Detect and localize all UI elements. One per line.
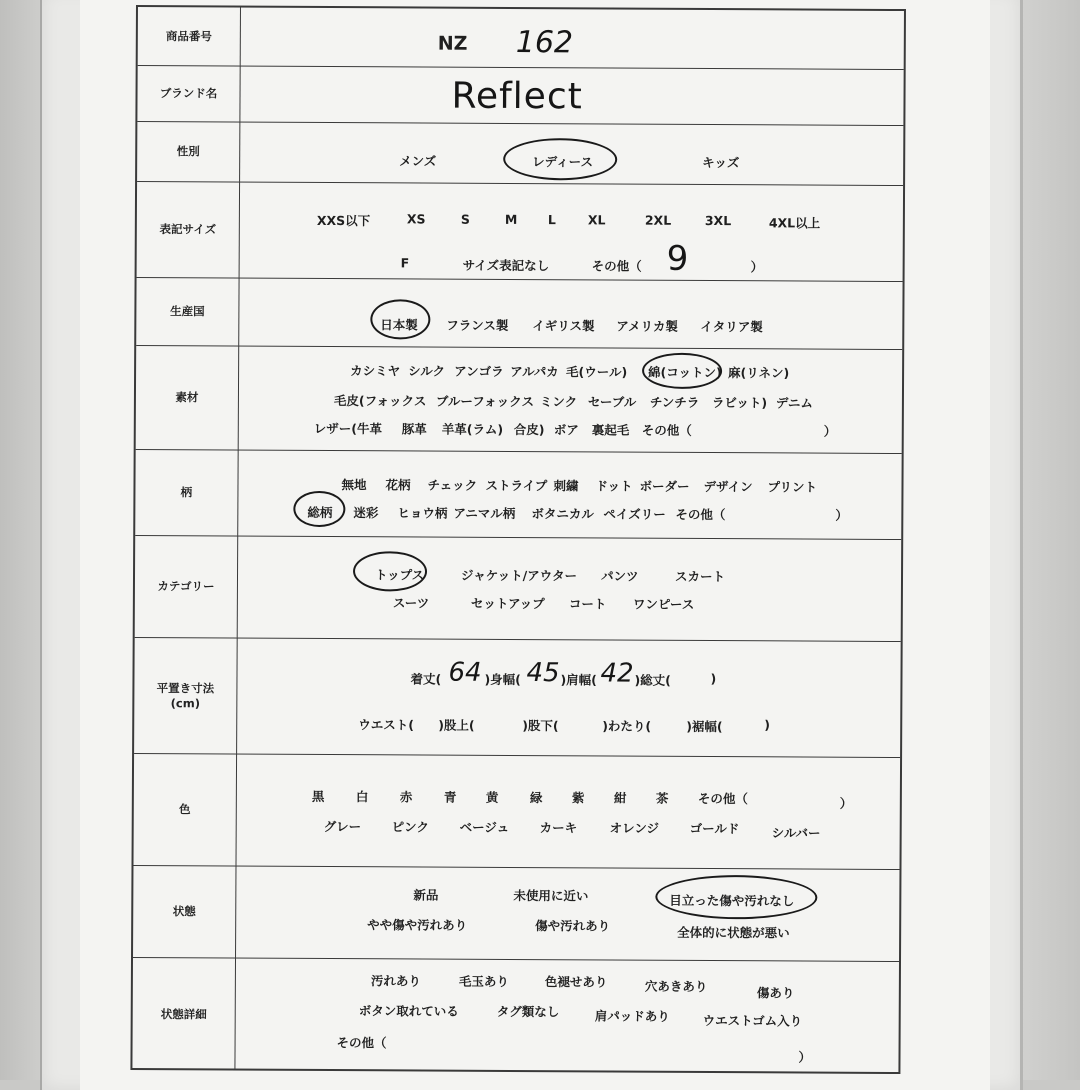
label-measurements-line2: (cm) <box>170 695 201 710</box>
product-number-value: 162 <box>515 24 574 61</box>
row-material <box>136 345 903 453</box>
row-color <box>133 753 900 869</box>
measure-label: ) <box>764 717 770 733</box>
label-condition: 状態 <box>133 866 236 958</box>
color-option: 青 <box>443 789 457 805</box>
material-option: 合皮) <box>513 421 545 438</box>
pattern-option: ヒョウ柄 <box>397 505 448 521</box>
row-size <box>137 181 903 281</box>
category-option: コート <box>568 596 607 612</box>
color-option: シルバー <box>771 825 821 841</box>
row-measurements <box>134 637 901 757</box>
material-option: 羊革(ラム) <box>441 421 504 437</box>
color-option: 紺 <box>613 790 627 806</box>
size-option: ） <box>750 259 764 275</box>
color-option: ピンク <box>391 819 430 835</box>
detail-option: 傷あり <box>756 985 795 1001</box>
material-option: レザー(牛革 <box>313 420 383 437</box>
pattern-option: アニマル柄 <box>453 505 516 521</box>
label-material: 素材 <box>136 346 240 450</box>
product-number-prefix: NZ <box>437 32 468 55</box>
measure-label: ウエスト( <box>358 717 414 733</box>
material-option: アルパカ <box>510 363 559 380</box>
size-option: L <box>547 212 556 228</box>
detail-option: 汚れあり <box>370 973 421 989</box>
pattern-option: プリント <box>767 479 818 495</box>
total-label: )総丈( <box>634 672 671 688</box>
material-option: デニム <box>775 395 813 411</box>
label-color: 色 <box>133 754 237 866</box>
pattern-option: ペイズリー <box>603 506 666 522</box>
label-country: 生産国 <box>136 278 239 346</box>
width-label: )身幅( <box>484 671 521 688</box>
pattern-option: チェック <box>427 477 478 493</box>
length-value: 64 <box>448 657 482 688</box>
country-option: イギリス製 <box>532 318 595 334</box>
size-option: XS <box>406 211 426 227</box>
color-option: 茶 <box>655 790 669 806</box>
row-category <box>135 535 902 641</box>
pattern-option: 総柄 <box>307 504 333 521</box>
row-gender <box>137 121 903 185</box>
material-option: 綿(コットン) <box>648 364 722 381</box>
pattern-option: 刺繍 <box>553 478 579 494</box>
color-option: 緑 <box>529 790 543 806</box>
detail-option: 毛玉あり <box>458 973 509 989</box>
pattern-option: その他（ <box>675 506 726 523</box>
detail-option: ボタン取れている <box>358 1003 459 1019</box>
category-option: パンツ <box>600 568 639 584</box>
category-option: スーツ <box>392 595 430 611</box>
color-option: ベージュ <box>459 819 510 835</box>
measure-label: )裾幅( <box>686 718 723 735</box>
size-option: 3XL <box>704 212 732 229</box>
material-option: 裏起毛 <box>591 422 630 438</box>
condition-option: 新品 <box>413 887 439 903</box>
material-option: 麻(リネン) <box>728 365 790 381</box>
label-gender: 性別 <box>137 122 240 182</box>
pattern-option: 無地 <box>341 477 367 493</box>
label-category: カテゴリー <box>135 536 239 638</box>
condition-option: やや傷や汚れあり <box>367 917 468 933</box>
label-measurements-line1: 平置き寸法 <box>156 680 215 695</box>
total-close: ) <box>710 671 717 687</box>
condition-option: 目立った傷や汚れなし <box>669 892 795 909</box>
condition-option: 未使用に近い <box>513 887 589 904</box>
label-condition-details: 状態詳細 <box>132 958 236 1071</box>
label-pattern: 柄 <box>135 450 238 536</box>
condition-option: 傷や汚れあり <box>535 918 611 934</box>
color-option: 紫 <box>571 790 585 806</box>
row-product-number <box>138 7 904 69</box>
country-option: イタリア製 <box>700 318 763 335</box>
color-option: オレンジ <box>609 820 660 836</box>
size-option: XXS以下 <box>316 212 371 229</box>
size-option: 4XL以上 <box>768 215 821 231</box>
row-condition-details <box>132 957 899 1074</box>
label-size: 表記サイズ <box>137 182 240 278</box>
pattern-option: ストライプ <box>485 477 548 494</box>
material-option: 豚革 <box>401 421 427 437</box>
material-option: ミンク <box>539 394 578 410</box>
material-option: セーブル <box>587 394 637 410</box>
size-option: 2XL <box>644 212 672 228</box>
size-other-value: 9 <box>666 238 689 279</box>
category-option: ワンピース <box>632 596 695 612</box>
size-option: M <box>504 211 518 227</box>
detail-option: その他（ <box>336 1035 387 1051</box>
pattern-option: 迷彩 <box>353 505 379 521</box>
material-option: ラビット) <box>711 395 768 411</box>
label-measurements <box>134 638 238 754</box>
material-option: アンゴラ <box>454 363 504 379</box>
material-option: シルク <box>408 363 446 379</box>
pattern-option: ボーダー <box>639 478 690 494</box>
brand-value: Reflect <box>451 75 583 118</box>
material-option: カシミヤ <box>350 363 401 379</box>
pattern-option: ） <box>835 507 848 523</box>
row-condition <box>133 865 899 961</box>
row-country <box>136 277 902 349</box>
detail-option: 肩パッドあり <box>594 1008 670 1024</box>
measure-label: )わたり( <box>602 718 652 734</box>
size-option: S <box>460 211 470 227</box>
material-option: ボア <box>553 422 579 438</box>
label-product-number: 商品番号 <box>138 7 241 66</box>
detail-option: 穴あきあり <box>644 978 708 995</box>
product-form <box>130 5 906 1074</box>
color-option: グレー <box>323 818 362 835</box>
detail-option: ウエストゴム入り <box>702 1012 803 1029</box>
detail-option: タグ類なし <box>496 1003 560 1020</box>
size-option: F <box>400 255 410 271</box>
measure-label: )股上( <box>438 717 475 733</box>
row-brand <box>137 65 903 125</box>
width-value: 45 <box>526 658 560 689</box>
category-option: トップス <box>374 567 425 583</box>
country-option: フランス製 <box>446 317 509 333</box>
measure-label: )股下( <box>522 718 559 734</box>
color-option: 白 <box>355 789 369 805</box>
material-option: 毛皮(フォックス <box>333 393 427 409</box>
gender-option: キッズ <box>702 154 740 171</box>
label-brand: ブランド名 <box>137 66 240 122</box>
material-option: ） <box>823 423 837 439</box>
size-option: その他（ <box>591 258 642 274</box>
material-option: チンチラ <box>649 394 700 410</box>
color-option: 赤 <box>399 789 413 805</box>
color-option: その他（ <box>697 790 748 807</box>
size-option: サイズ表記なし <box>462 257 550 274</box>
row-pattern <box>135 449 901 539</box>
material-option: その他（ <box>641 422 692 438</box>
country-option: アメリカ製 <box>616 318 679 334</box>
pattern-option: ボタニカル <box>531 506 594 522</box>
color-option: ゴールド <box>689 820 740 837</box>
category-option: スカート <box>674 568 726 585</box>
size-option: XL <box>587 212 606 228</box>
length-label: 着丈( <box>410 671 442 687</box>
shoulder-value: 42 <box>600 658 634 689</box>
color-option: 黄 <box>485 789 499 805</box>
color-option: 黒 <box>311 788 325 804</box>
material-option: 毛(ウール) <box>566 364 628 380</box>
gender-option: レディース <box>532 154 594 170</box>
material-option: ブルーフォックス <box>435 393 535 410</box>
shoulder-label: )肩幅( <box>560 672 597 688</box>
country-option: 日本製 <box>380 317 418 333</box>
color-option: カーキ <box>539 820 578 836</box>
category-option: セットアップ <box>470 595 545 612</box>
detail-option: 色褪せあり <box>544 974 608 990</box>
gender-option: メンズ <box>399 153 437 169</box>
pattern-option: ドット <box>595 478 633 494</box>
category-option: ジャケット/アウター <box>460 567 578 584</box>
condition-option: 全体的に状態が悪い <box>677 924 790 941</box>
pattern-option: デザイン <box>703 478 753 495</box>
color-option: ） <box>839 795 853 811</box>
detail-option: ） <box>798 1049 812 1065</box>
pattern-option: 花柄 <box>385 477 411 493</box>
